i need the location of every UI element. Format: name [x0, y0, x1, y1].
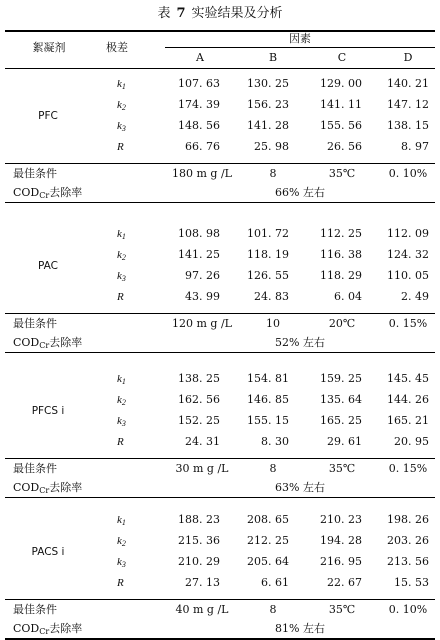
table-cell: 140. 21: [387, 77, 429, 90]
optimal-cell: 120 m g /L: [172, 317, 232, 330]
optimal-cell: 180 m g /L: [172, 167, 232, 180]
cod-label-part: Cr: [39, 341, 50, 350]
table-cell: 145. 45: [387, 372, 429, 385]
k-label: [117, 513, 126, 527]
header-factors: 因素: [289, 32, 311, 45]
table-cell: 174. 39: [178, 98, 220, 111]
optimal-cell: 0. 15%: [388, 462, 428, 475]
table-cell: 110. 05: [387, 269, 429, 282]
table-cell: 6. 04: [334, 290, 362, 303]
k-label-main: k: [117, 535, 122, 547]
group-end-rule: [5, 202, 435, 203]
optimal-cell: 40 m g /L: [175, 603, 229, 616]
table-cell: 148. 56: [178, 119, 220, 132]
optimal-label: 最佳条件: [13, 167, 57, 180]
k-label-sub: 3: [121, 124, 126, 133]
cod-label-part: Cr: [39, 627, 50, 636]
table-cell: 155. 56: [320, 119, 362, 132]
k-label-sub: 1: [121, 232, 126, 241]
k-label-main: R: [117, 436, 124, 448]
table-cell: 156. 23: [247, 98, 289, 111]
k-label-main: R: [117, 141, 124, 153]
cod-label-part: 去除率: [49, 622, 83, 635]
table-cell: 144. 26: [387, 393, 429, 406]
cod-removal-label: [13, 481, 82, 495]
table-cell: 138. 15: [387, 119, 429, 132]
group-end-rule: [5, 497, 435, 498]
table-cell: 126. 55: [247, 269, 289, 282]
coagulant-name: PAC: [38, 260, 58, 272]
k-label-main: k: [117, 99, 122, 111]
k-label-main: k: [117, 249, 122, 261]
header-bottom-rule: [5, 68, 435, 69]
k-label: [117, 119, 126, 133]
cod-removal-label: [13, 622, 82, 636]
r-label: [117, 140, 124, 154]
cod-removal-value: 66% 左右: [275, 186, 325, 199]
k-label-sub: 3: [121, 274, 126, 283]
cod-label-part: 去除率: [49, 186, 83, 199]
header-range: 极差: [106, 41, 128, 54]
table-cell: 146. 85: [247, 393, 289, 406]
table-cell: 112. 25: [320, 227, 362, 240]
table-cell: 210. 29: [178, 555, 220, 568]
table-cell: 154. 81: [247, 372, 289, 385]
optimal-cell: 35℃: [328, 167, 356, 180]
header-coagulant: 絮凝剂: [32, 41, 66, 54]
k-label: [117, 77, 126, 91]
k-label-main: k: [117, 394, 122, 406]
k-label-main: k: [117, 415, 122, 427]
table-cell: 129. 00: [320, 77, 362, 90]
cod-removal-value: 52% 左右: [275, 336, 325, 349]
table-cell: 208. 65: [247, 513, 289, 526]
table-cell: 8. 97: [401, 140, 429, 153]
group-rule: [5, 163, 435, 164]
cod-label-part: COD: [13, 186, 40, 199]
header-col-d: D: [403, 51, 413, 64]
table-cell: 141. 28: [247, 119, 289, 132]
cod-removal-label: [13, 336, 82, 350]
table-cell: 97. 26: [185, 269, 220, 282]
k-label-sub: 2: [121, 103, 126, 112]
cod-label-part: COD: [13, 481, 40, 494]
k-label: [117, 372, 126, 386]
table-cell: 116. 38: [320, 248, 362, 261]
cod-label-part: COD: [13, 336, 40, 349]
group-rule: [5, 313, 435, 314]
header-col-b: B: [268, 51, 278, 64]
table-cell: 2. 49: [401, 290, 429, 303]
coagulant-name: PFCS i: [31, 405, 65, 417]
table-cell: 108. 98: [178, 227, 220, 240]
cod-removal-label: [13, 186, 82, 200]
k-label: [117, 555, 126, 569]
group-rule: [5, 458, 435, 459]
optimal-cell: 8: [269, 603, 277, 616]
table-cell: 162. 56: [178, 393, 220, 406]
r-label: [117, 435, 124, 449]
table-cell: 43. 99: [185, 290, 220, 303]
table-cell: 216. 95: [320, 555, 362, 568]
table-cell: 205. 64: [247, 555, 289, 568]
table-cell: 130. 25: [247, 77, 289, 90]
coagulant-name: PFC: [38, 110, 58, 122]
table-cell: 24. 83: [254, 290, 289, 303]
header-col-c: C: [337, 51, 347, 64]
table-cell: 203. 26: [387, 534, 429, 547]
table-cell: 141. 25: [178, 248, 220, 261]
table-cell: 152. 25: [178, 414, 220, 427]
k-label: [117, 248, 126, 262]
table-cell: 138. 25: [178, 372, 220, 385]
r-label: [117, 576, 124, 590]
table-cell: 27. 13: [185, 576, 220, 589]
k-label-main: k: [117, 373, 122, 385]
table-bottom-rule: [5, 638, 435, 640]
optimal-cell: 10: [266, 317, 280, 330]
k-label-sub: 1: [121, 82, 126, 91]
optimal-label: 最佳条件: [13, 462, 57, 475]
table-cell: 24. 31: [185, 435, 220, 448]
k-label-sub: 3: [121, 419, 126, 428]
caption-prefix: 表: [157, 6, 171, 21]
optimal-cell: 30 m g /L: [175, 462, 229, 475]
k-label-sub: 2: [121, 539, 126, 548]
k-label-main: k: [117, 228, 122, 240]
k-label-main: k: [117, 120, 122, 132]
cod-label-part: Cr: [39, 191, 50, 200]
k-label-main: R: [117, 291, 124, 303]
optimal-cell: 8: [269, 462, 277, 475]
table-cell: 194. 28: [320, 534, 362, 547]
table-cell: 112. 09: [387, 227, 429, 240]
k-label-main: k: [117, 270, 122, 282]
r-label: [117, 290, 124, 304]
k-label-main: k: [117, 78, 122, 90]
table-cell: 107. 63: [178, 77, 220, 90]
table-cell: 66. 76: [185, 140, 220, 153]
table-cell: 22. 67: [327, 576, 362, 589]
caption-text: 实验结果及分析: [191, 6, 283, 21]
table-cell: 118. 19: [247, 248, 289, 261]
table-cell: 26. 56: [327, 140, 362, 153]
table-cell: 213. 56: [387, 555, 429, 568]
optimal-cell: 0. 15%: [388, 317, 428, 330]
header-col-a: A: [196, 51, 204, 64]
table-cell: 155. 15: [247, 414, 289, 427]
table-cell: 188. 23: [178, 513, 220, 526]
table-cell: 212. 25: [247, 534, 289, 547]
k-label: [117, 269, 126, 283]
table-cell: 20. 95: [394, 435, 429, 448]
optimal-cell: 35℃: [328, 462, 356, 475]
coagulant-name: PACS i: [31, 546, 65, 558]
k-label-main: k: [117, 514, 122, 526]
k-label-sub: 3: [121, 560, 126, 569]
optimal-cell: 0. 10%: [388, 167, 428, 180]
k-label-sub: 1: [121, 377, 126, 386]
table-caption: [0, 2, 440, 26]
table-cell: 135. 64: [320, 393, 362, 406]
table-cell: 215. 36: [178, 534, 220, 547]
caption-number: 7: [176, 6, 186, 21]
k-label: [117, 414, 126, 428]
table-cell: 124. 32: [387, 248, 429, 261]
group-end-rule: [5, 352, 435, 353]
cod-label-part: COD: [13, 622, 40, 635]
k-label: [117, 227, 126, 241]
table-cell: 165. 25: [320, 414, 362, 427]
k-label-sub: 2: [121, 398, 126, 407]
optimal-label: 最佳条件: [13, 317, 57, 330]
optimal-label: 最佳条件: [13, 603, 57, 616]
table-cell: 29. 61: [327, 435, 362, 448]
table-cell: 101. 72: [247, 227, 289, 240]
table-cell: 210. 23: [320, 513, 362, 526]
k-label: [117, 393, 126, 407]
optimal-cell: 35℃: [328, 603, 356, 616]
cod-removal-value: 63% 左右: [275, 481, 325, 494]
optimal-cell: 8: [269, 167, 277, 180]
table-cell: 118. 29: [320, 269, 362, 282]
table-cell: 165. 21: [387, 414, 429, 427]
k-label-main: k: [117, 556, 122, 568]
table-cell: 198. 26: [387, 513, 429, 526]
table-cell: 25. 98: [254, 140, 289, 153]
table-cell: 15. 53: [394, 576, 429, 589]
header-factor-rule: [165, 47, 435, 48]
cod-label-part: Cr: [39, 486, 50, 495]
k-label-sub: 2: [121, 253, 126, 262]
table-cell: 147. 12: [387, 98, 429, 111]
optimal-cell: 0. 10%: [388, 603, 428, 616]
cod-label-part: 去除率: [49, 481, 83, 494]
cod-label-part: 去除率: [49, 336, 83, 349]
group-rule: [5, 599, 435, 600]
k-label: [117, 98, 126, 112]
k-label-sub: 1: [121, 518, 126, 527]
optimal-cell: 20℃: [328, 317, 356, 330]
cod-removal-value: 81% 左右: [275, 622, 325, 635]
table-cell: 8. 30: [261, 435, 289, 448]
table-cell: 159. 25: [320, 372, 362, 385]
k-label-main: R: [117, 577, 124, 589]
k-label: [117, 534, 126, 548]
table-cell: 141. 11: [320, 98, 362, 111]
table-cell: 6. 61: [261, 576, 289, 589]
